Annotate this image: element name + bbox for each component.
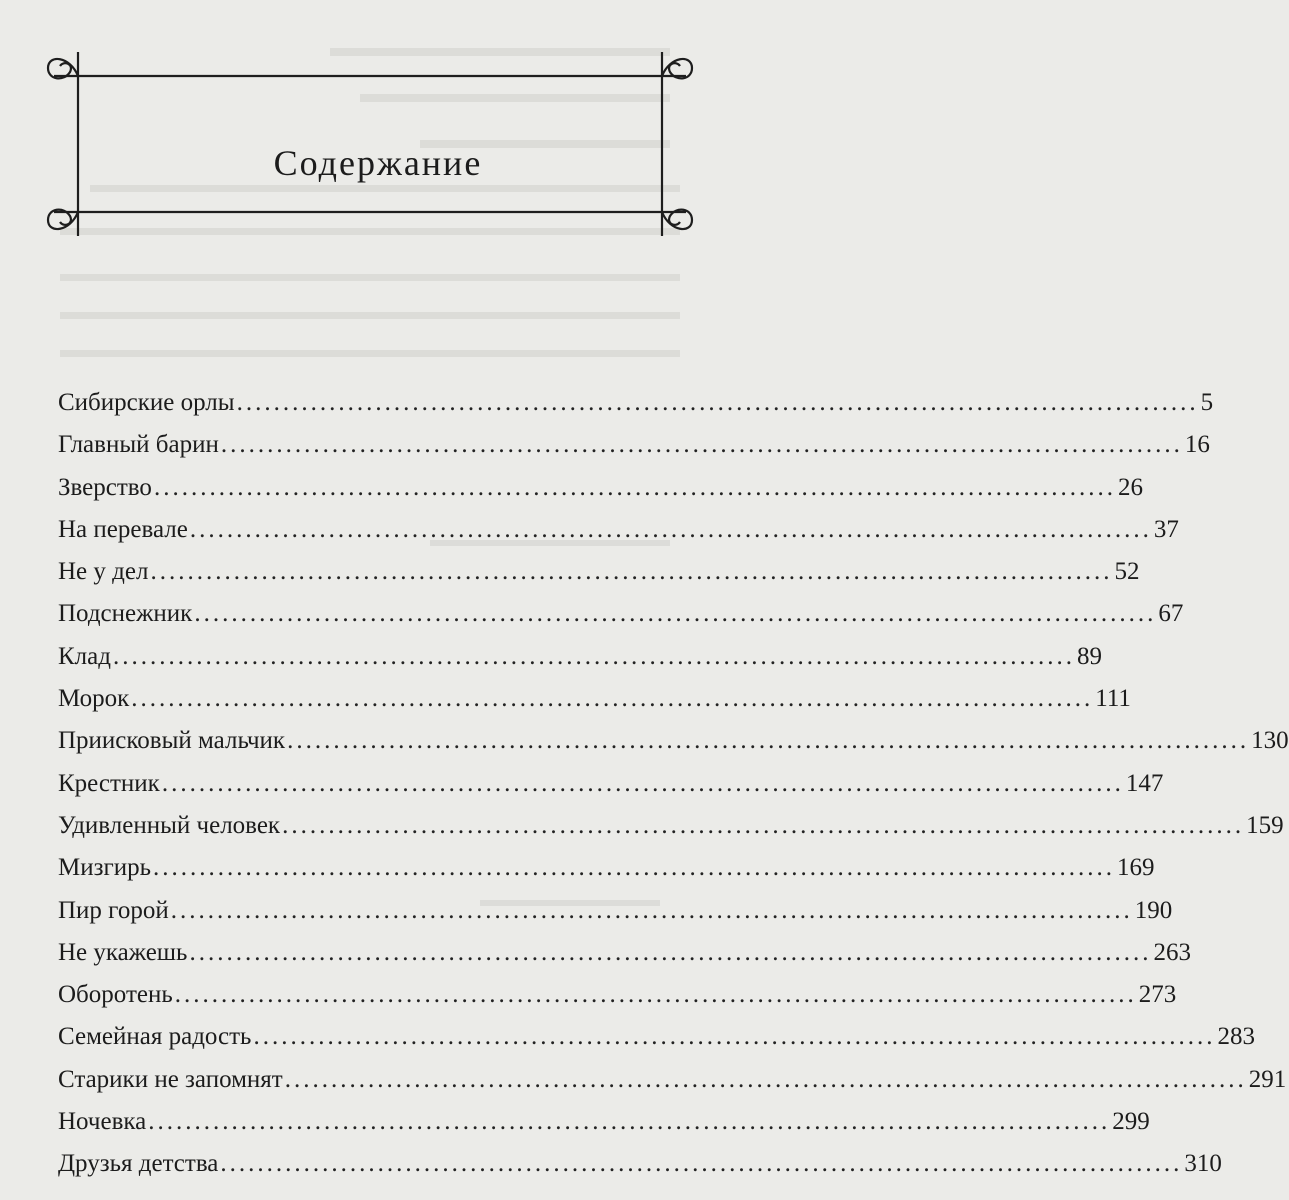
toc-entry-title: Морок — [58, 685, 130, 713]
dot-leader: ........................................................................................................ — [112, 642, 1075, 670]
toc-entry — [58, 551, 1140, 593]
toc-entry-page: 16 — [1184, 431, 1210, 459]
dot-leader: ........................................................................................................ — [131, 685, 1094, 713]
toc-entry-page: 130 — [1251, 727, 1289, 755]
toc-entry-title: Не укажешь — [58, 938, 188, 966]
toc-entry-page: 283 — [1217, 1023, 1255, 1051]
toc-entry-page: 291 — [1248, 1065, 1287, 1093]
toc-entry-page: 273 — [1138, 981, 1177, 1009]
toc-entry-page: 263 — [1153, 938, 1191, 966]
dot-leader: ........................................................................................................ — [287, 727, 1250, 755]
toc-entry — [58, 593, 1184, 635]
dot-leader: ........................................................................................................ — [148, 1108, 1111, 1136]
dot-leader: ........................................................................................................ — [282, 811, 1245, 839]
toc-entry-title: Ночевка — [58, 1108, 147, 1136]
toc-entry-title: Семейная радость — [58, 1023, 252, 1051]
toc-entry — [58, 932, 1191, 974]
toc-entry — [58, 1016, 1255, 1058]
toc-entry-title: Главный барин — [58, 431, 219, 459]
toc-entry-title: Зверство — [58, 473, 152, 501]
toc-entry — [58, 1101, 1150, 1143]
dot-leader: ........................................................................................................ — [161, 769, 1124, 797]
toc-entry-page: 67 — [1158, 600, 1184, 628]
dot-leader: ........................................................................................................ — [189, 515, 1152, 543]
toc-entry-page: 310 — [1184, 1150, 1222, 1178]
toc-entry-title: Друзья детства — [58, 1150, 219, 1178]
toc-entry — [58, 890, 1173, 932]
toc-entry-title: Подснежник — [58, 600, 193, 628]
toc-entry-page: 111 — [1095, 685, 1131, 713]
toc-entry — [58, 424, 1210, 466]
toc-entry — [58, 636, 1102, 678]
toc-entry-title: Сибирские орлы — [58, 389, 235, 416]
toc-entry-title: На перевале — [58, 515, 188, 543]
toc-entry — [58, 467, 1143, 509]
toc-entry — [58, 509, 1179, 551]
toc-entry-page: 190 — [1134, 896, 1173, 924]
toc-entry — [58, 382, 1214, 424]
toc-entry-page: 299 — [1112, 1108, 1150, 1136]
toc-entry-page: 147 — [1125, 769, 1164, 797]
dot-leader: ........................................................................................................ — [153, 473, 1116, 501]
dot-leader: ........................................................................................................ — [253, 1023, 1216, 1051]
toc-entry-page: 89 — [1076, 642, 1102, 670]
toc-entry — [58, 847, 1155, 889]
toc-entry-title: Клад — [58, 642, 111, 670]
dot-leader: ........................................................................................................ — [170, 896, 1133, 924]
toc-entry-page: 159 — [1246, 811, 1284, 839]
toc-entry — [58, 1059, 1287, 1101]
toc-entry-page: 169 — [1117, 854, 1155, 882]
toc-entry — [58, 720, 1289, 762]
dot-leader: ........................................................................................................ — [150, 558, 1113, 586]
table-of-contents — [58, 382, 1289, 1186]
page-title: Содержание — [273, 143, 483, 184]
dot-leader: ........................................................................................................ — [220, 431, 1183, 459]
toc-entry-title: Крестник — [58, 769, 160, 797]
toc-entry-title: Приисковый мальчик — [58, 727, 286, 755]
toc-entry-title: Удивленный человек — [58, 811, 281, 839]
dot-leader: ........................................................................................................ — [174, 981, 1137, 1009]
toc-entry-title: Старики не запомнят — [58, 1065, 283, 1093]
toc-entry-title: Не у дел — [58, 558, 149, 586]
toc-entry — [58, 1143, 1222, 1185]
dot-leader: ........................................................................................................ — [153, 854, 1116, 882]
toc-entry-page: 5 — [1200, 389, 1214, 416]
toc-entry-page: 37 — [1153, 515, 1179, 543]
dot-leader: ........................................................................................................ — [189, 938, 1152, 966]
dot-leader: ........................................................................................................ — [220, 1150, 1183, 1178]
toc-entry — [58, 763, 1164, 805]
dot-leader: ........................................................................................................ — [236, 389, 1199, 416]
toc-entry — [58, 805, 1284, 847]
toc-entry — [58, 678, 1131, 720]
toc-entry-page: 26 — [1117, 473, 1143, 501]
toc-entry-title: Пир горой — [58, 896, 169, 924]
toc-entry-page: 52 — [1114, 558, 1140, 586]
dot-leader: ........................................................................................................ — [284, 1065, 1247, 1093]
toc-entry-title: Оборотень — [58, 981, 173, 1009]
toc-entry-title: Мизгирь — [58, 854, 152, 882]
dot-leader: ........................................................................................................ — [194, 600, 1157, 628]
toc-entry — [58, 974, 1177, 1016]
